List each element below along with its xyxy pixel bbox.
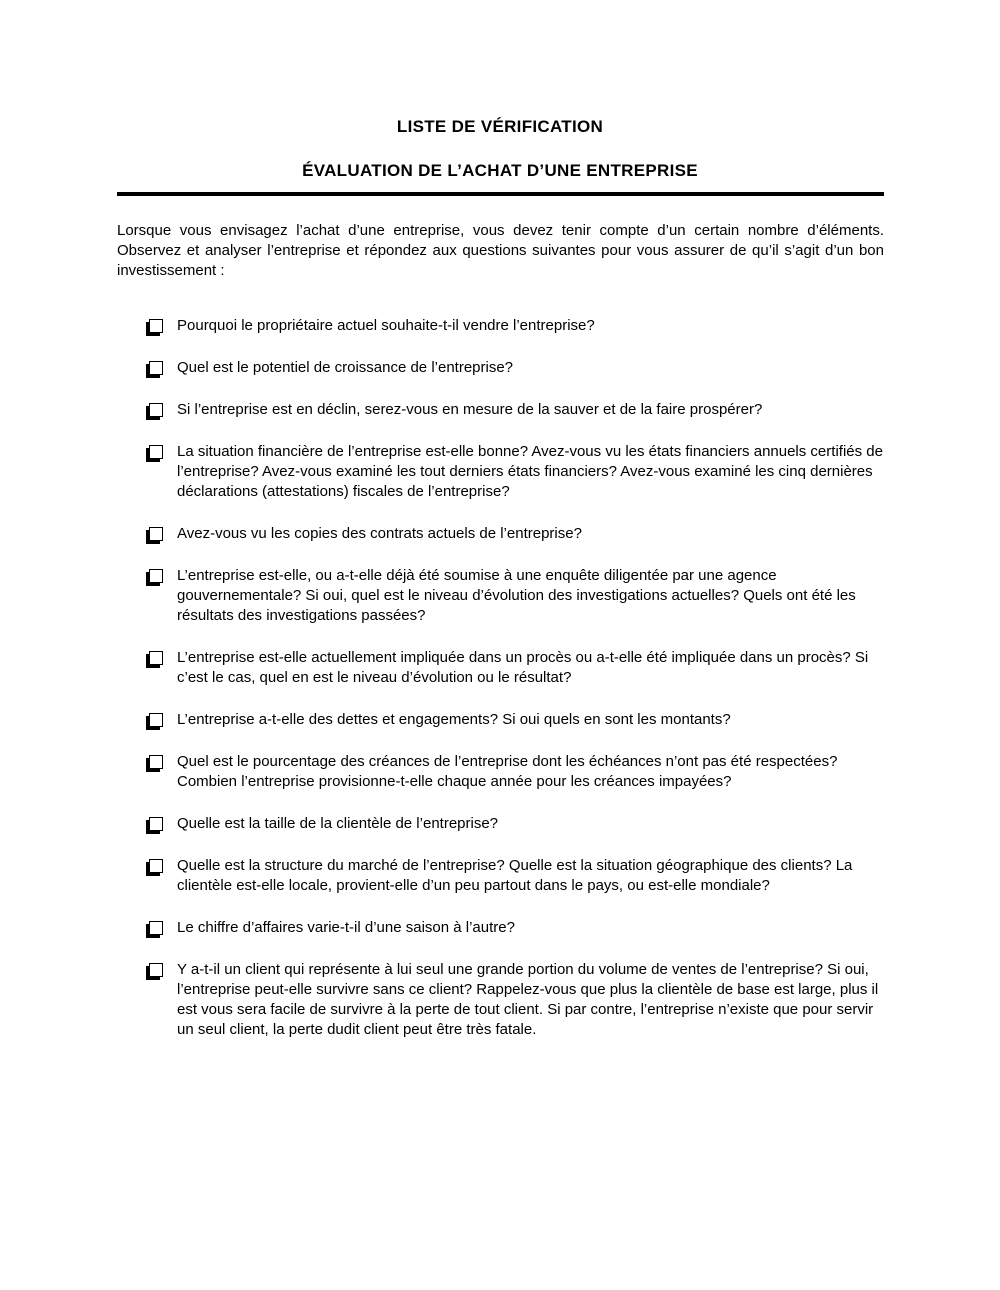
checklist-item <box>146 814 891 834</box>
checklist-item <box>146 752 891 792</box>
checklist-item <box>146 856 891 896</box>
checklist-item <box>146 918 891 938</box>
divider <box>117 192 884 196</box>
checklist-item <box>146 566 891 626</box>
checklist-item <box>146 648 891 688</box>
checklist-item-text: Avez-vous vu les copies des contrats actuels de l’entreprise? <box>177 525 582 542</box>
checkbox-icon <box>149 527 163 541</box>
checklist-item-text: Quel est le potentiel de croissance de l’entreprise? <box>177 359 514 376</box>
checkbox-icon <box>149 361 163 375</box>
checkbox-icon <box>149 859 163 873</box>
checkbox-icon <box>149 569 163 583</box>
checklist-item <box>146 358 891 378</box>
checkbox-icon <box>149 817 163 831</box>
checkbox-icon <box>149 713 163 727</box>
checkbox-icon <box>149 445 163 459</box>
checkbox-icon <box>149 963 163 977</box>
checklist-item <box>146 710 891 730</box>
checklist-item-text: Quel est le pourcentage des créances de l’entreprise dont les échéances n’ont pas été respectées? Combien l’entreprise provisionne-t-elle chaque année pour les créances impayées? <box>177 753 838 790</box>
checklist-item-text: Si l’entreprise est en déclin, serez-vous en mesure de la sauver et de la faire prospérer? <box>177 401 763 418</box>
checklist-item-text: L’entreprise a-t-elle des dettes et engagements? Si oui quels en sont les montants? <box>177 711 731 728</box>
checklist-item <box>146 442 891 502</box>
checklist-item-text: Quelle est la structure du marché de l’entreprise? Quelle est la situation géographique des clients? La clientèle est-elle locale, provient-elle d’un peu partout dans le pays, ou est-elle mondiale? <box>177 857 853 894</box>
checklist <box>146 316 891 1062</box>
checkbox-icon <box>149 319 163 333</box>
checklist-item-text: Y a-t-il un client qui représente à lui seul une grande portion du volume de ventes de l’entreprise? Si oui, l’entreprise peut-elle survivre sans ce client? Rappelez-vous que plus la clientèle de base est large, plus il est vous sera facile de survivre à la perte de tout client. Si par contre, l’entreprise n’existe que pour servir un seul client, la perte dudit client peut être très fatale. <box>177 961 879 1038</box>
page-title: LISTE DE VÉRIFICATION <box>396 117 604 136</box>
checklist-item <box>146 960 891 1040</box>
checkbox-icon <box>149 755 163 769</box>
checkbox-icon <box>149 403 163 417</box>
checklist-item-text: Pourquoi le propriétaire actuel souhaite-t-il vendre l’entreprise? <box>177 317 595 334</box>
checklist-item-text: L’entreprise est-elle, ou a-t-elle déjà été soumise à une enquête diligentée par une agence gouvernementale? Si oui, quel est le niveau d’évolution des investigations actuelles? Quels ont été les résultats des investigations passées? <box>177 567 856 624</box>
checklist-item-text: Quelle est la taille de la clientèle de l’entreprise? <box>177 815 499 832</box>
checklist-item-text: L’entreprise est-elle actuellement impliquée dans un procès ou a-t-elle été impliquée dans un procès? Si c’est le cas, quel en est le niveau d’évolution ou le résultat? <box>177 649 869 686</box>
checklist-item-text: Le chiffre d’affaires varie-t-il d’une saison à l’autre? <box>177 919 515 936</box>
checklist-item <box>146 524 891 544</box>
checkbox-icon <box>149 651 163 665</box>
page-subtitle: ÉVALUATION DE L’ACHAT D’UNE ENTREPRISE <box>302 161 698 180</box>
checklist-item-text: La situation financière de l’entreprise est-elle bonne? Avez-vous vu les états financiers annuels certifiés de l’entreprise? Avez-vous examiné les tout derniers états financiers? Avez-vous examiné les cinq dernières déclarations (attestations) fiscales de l’entreprise? <box>177 443 883 500</box>
intro-paragraph: Lorsque vous envisagez l’achat d’une entreprise, vous devez tenir compte d’un certain nombre d’éléments. Observez et analyser l’entreprise et répondez aux questions suivantes pour vous assurer de qu’il s’agit d’un bon investissement : <box>117 222 884 279</box>
checkbox-icon <box>149 921 163 935</box>
checklist-item <box>146 400 891 420</box>
checklist-item <box>146 316 891 336</box>
